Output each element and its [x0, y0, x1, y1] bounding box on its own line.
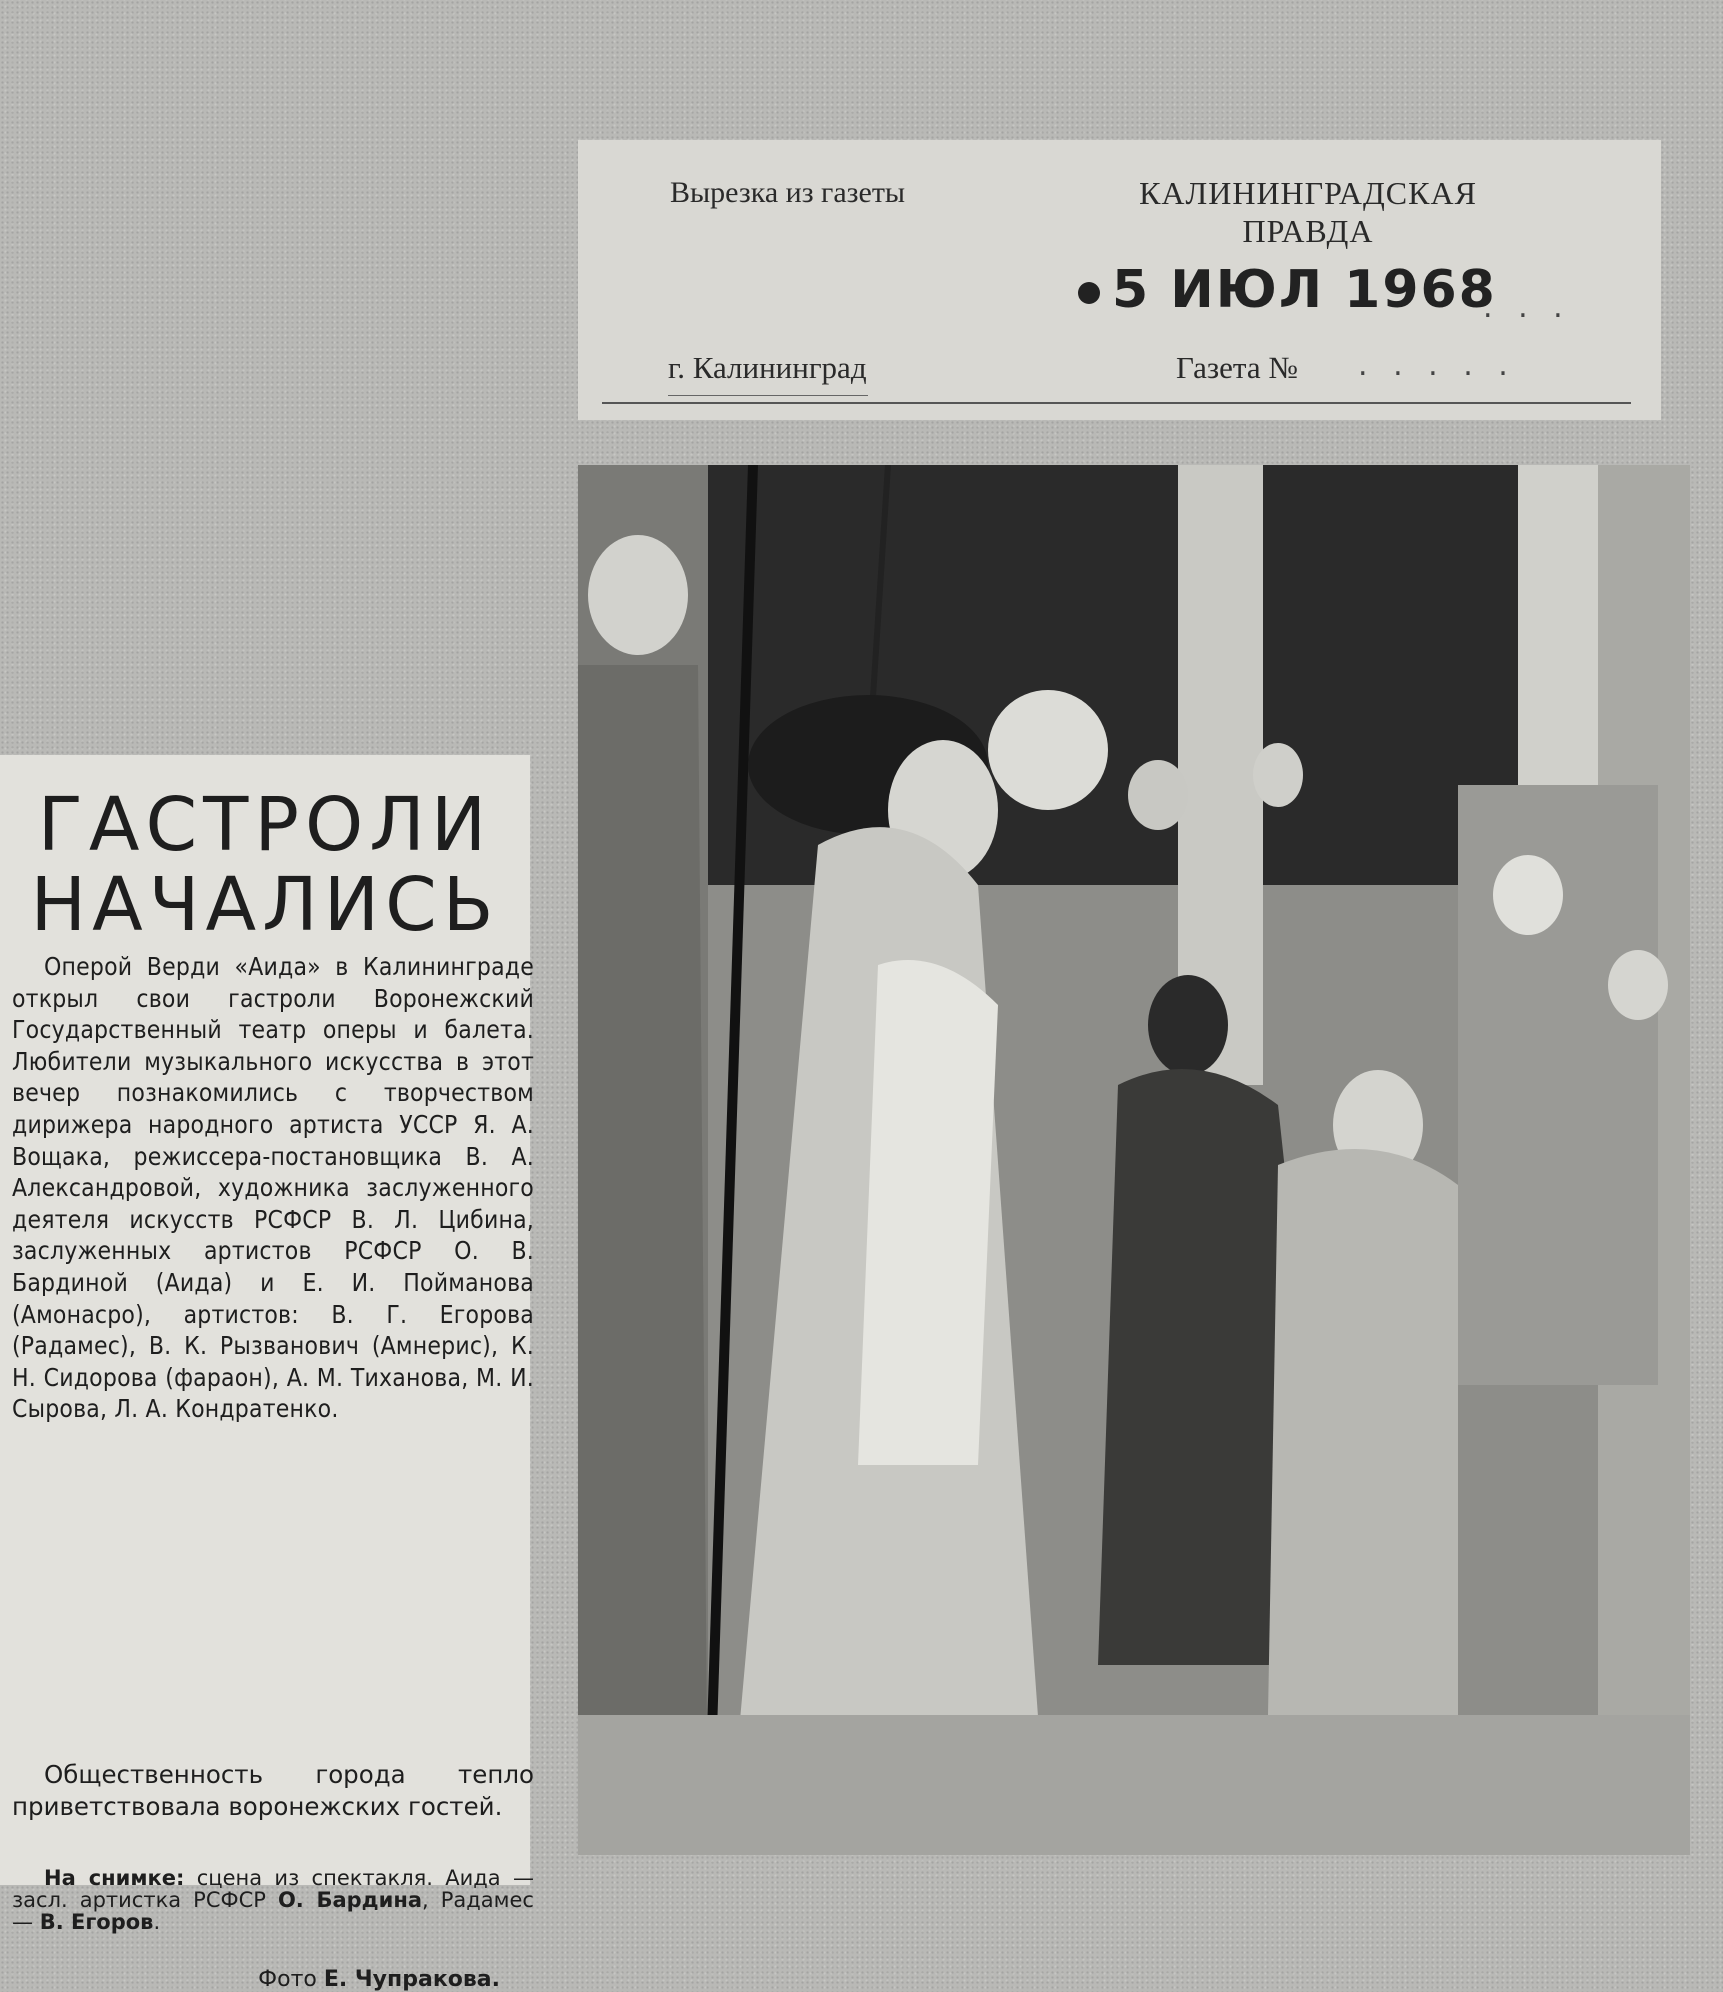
- headline-line1: ГАСТРОЛИ: [37, 782, 493, 868]
- city-label: г. Калининград: [668, 350, 867, 385]
- date-stamp: [1078, 260, 1497, 320]
- issue-label: Газета №: [1176, 350, 1298, 385]
- caption-name-1: О. Бардина: [277, 1888, 423, 1912]
- clipping-label: Вырезка из газеты: [670, 176, 906, 209]
- stage-photo-illustration: [578, 465, 1690, 1855]
- caption-end: .: [153, 1910, 161, 1934]
- caption-name-2: В. Егоров: [39, 1910, 154, 1934]
- stamp-dot-icon: [1078, 282, 1100, 304]
- article-paragraph-2: Общественность города тепло приветствовала воронежских гостей.: [12, 1760, 534, 1821]
- dotted-leader-issue: . . . . .: [1358, 348, 1516, 383]
- photo-credit: [0, 1967, 500, 1992]
- dotted-leader: . . .: [1483, 290, 1571, 325]
- clipping-header: [578, 140, 1661, 420]
- article: [0, 755, 534, 1992]
- caption-mid: , Радамес —: [12, 1888, 534, 1934]
- date-stamp-text: 5 ИЮЛ 1968: [1112, 260, 1497, 320]
- caption-text: сцена из спектакля. Аида — засл. артистка РСФСР: [12, 1866, 534, 1912]
- newspaper-name-line2: ПРАВДА: [1242, 213, 1374, 249]
- photo-credit-label: Фото: [258, 1967, 317, 1992]
- photo-caption: [12, 1867, 534, 1933]
- stage-photo: [578, 465, 1690, 1855]
- header-rule: [602, 402, 1631, 404]
- caption-lead: На снимке:: [44, 1866, 185, 1890]
- headline-line2: НАЧАЛИСЬ: [30, 862, 500, 948]
- newspaper-name-line1: КАЛИНИНГРАДСКАЯ: [1139, 175, 1477, 211]
- article-paragraph-1: Оперой Верди «Аида» в Калининграде открыл свои гастроли Воронежский Государственный театр оперы и балета. Любители музыкального искусства в этот вечер познакомились с творчеством дирижера народного артиста УССР Я. А. Вощака, режиссера-постановщика В. А. Александровой, художника заслуженного деятеля искусств РСФСР В. Л. Цибина, заслуженных артистов РСФСР О. В. Бардиной (Аида) и Е. И. Пойманова (Амонасро), артистов: В. Г. Егорова (Радамес), В. К. Рызванович (Амнерис), К. Н. Сидорова (фараон), А. М. Тиханова, М. И. Сырова, Л. А. Кондратенко.: [12, 952, 534, 1424]
- photo-credit-name: Е. Чупракова.: [323, 1967, 500, 1992]
- newspaper-name: [1098, 174, 1518, 250]
- city-underline: [668, 395, 868, 396]
